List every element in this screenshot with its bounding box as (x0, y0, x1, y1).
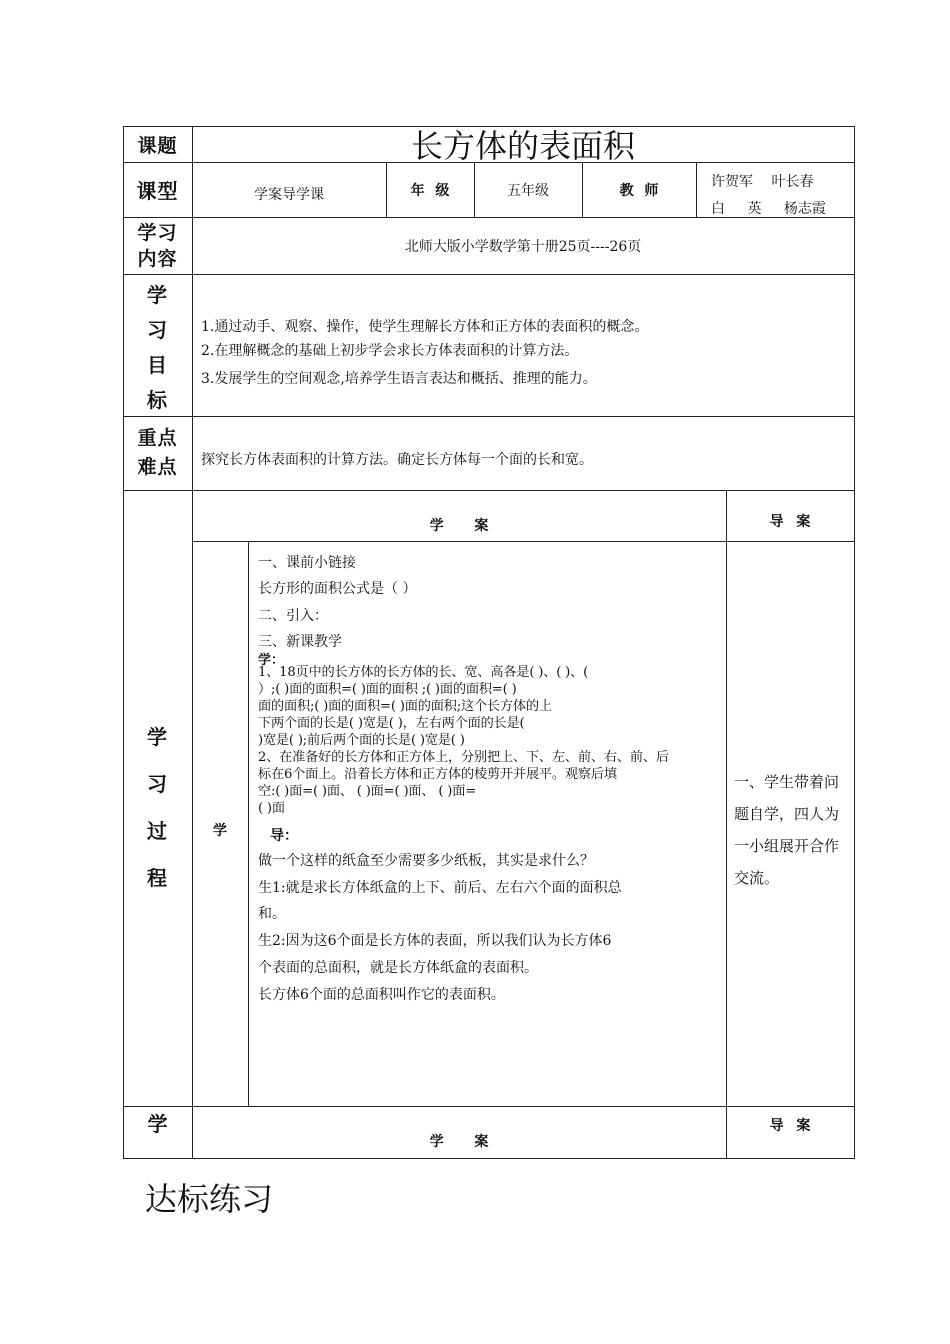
grade-value: 五年级 (507, 182, 549, 199)
type-label: 课型 (136, 179, 179, 203)
content-label: 学习 内容 (137, 222, 178, 270)
study-plan-header: 学 案 (429, 517, 489, 534)
teachers-line1: 许贺军 叶长春 (711, 174, 814, 190)
process-line: 生2:因为这6个面是长方体的表面，所以我们认为长方体6 (258, 933, 612, 949)
process-line: 一、课前小链接 (258, 555, 356, 571)
process-label: 学 习 过 程 (147, 725, 168, 890)
guide-plan-header: 导 案 (769, 514, 811, 530)
grade-label: 年 级 (410, 182, 450, 199)
content-value: 北师大版小学数学第十册25页----26页 (404, 239, 642, 255)
bottom-guide-header: 导 案 (769, 1118, 811, 1134)
process-line: 长方体6个面的总面积叫作它的表面积。 (258, 987, 505, 1003)
goals-label: 学 习 目 标 (147, 283, 168, 412)
goal-item: 2.在理解概念的基础上初步学会求长方体表面积的计算方法。 (201, 343, 579, 359)
guide-text: 一、学生带着问题自学，四人为一小组展开合作交流。 (734, 773, 840, 887)
goal-item: 1.通过动手、观察、操作，使学生理解长方体和正方体的表面积的概念。 (201, 319, 649, 335)
practice-heading: 达标练习 (145, 1180, 274, 1218)
bottom-study-header: 学 案 (429, 1134, 489, 1150)
key-points-label: 重点 难点 (137, 427, 178, 478)
teacher-label: 教 师 (619, 182, 659, 199)
exercise-block: 1、18页中的长方体的长方体的长、宽、高各是( )、( )、( ）;( )面的面积=( )面的面积 ;( )面的面积=( ) 面的面积;( )面的面积=( )面的面积;这个长方体的上 下两个面的长是( )宽是( )，左右两个面的长是( )宽是( );前后两个面的长是( )宽是( ) 2、在准备好的长方体和正方体上，分别把上、下、左、前、右、前、后 标在6个面上。沿着长方体和正方体的棱剪开并展平。观察后填 空:( )面=( )面、 ( )面=( )面、 ( )面= ( )面 (258, 665, 669, 816)
process-line: 三、新课教学 (258, 634, 342, 650)
process-line: 生1:就是求长方体纸盒的上下、前后、左右六个面的面积总 (258, 880, 622, 896)
bottom-row-label: 学 (147, 1112, 168, 1136)
key-points-value: 探究长方体表面积的计算方法。确定长方体每一个面的长和宽。 (201, 452, 593, 468)
process-line: 学： (258, 653, 285, 668)
process-line: 和。 (258, 906, 286, 922)
process-line: 长方形的面积公式是（ ） (258, 581, 417, 597)
process-line: 二、引入： (258, 608, 328, 624)
teachers-line2: 白 英 杨志霞 (711, 201, 826, 217)
goal-item: 3.发展学生的空间观念,培养学生语言表达和概括、推理的能力。 (201, 371, 597, 387)
type-value: 学案导学课 (254, 186, 324, 203)
process-line: 做一个这样的纸盒至少需要多少纸板，其实是求什么？ (258, 853, 594, 869)
study-sub-label: 学 (213, 823, 227, 839)
topic-label: 课题 (137, 134, 178, 157)
process-line: 导： (270, 828, 298, 844)
process-line: 个表面的总面积，就是长方体纸盒的表面积。 (258, 960, 538, 976)
page-title: 长方体的表面积 (410, 127, 635, 165)
